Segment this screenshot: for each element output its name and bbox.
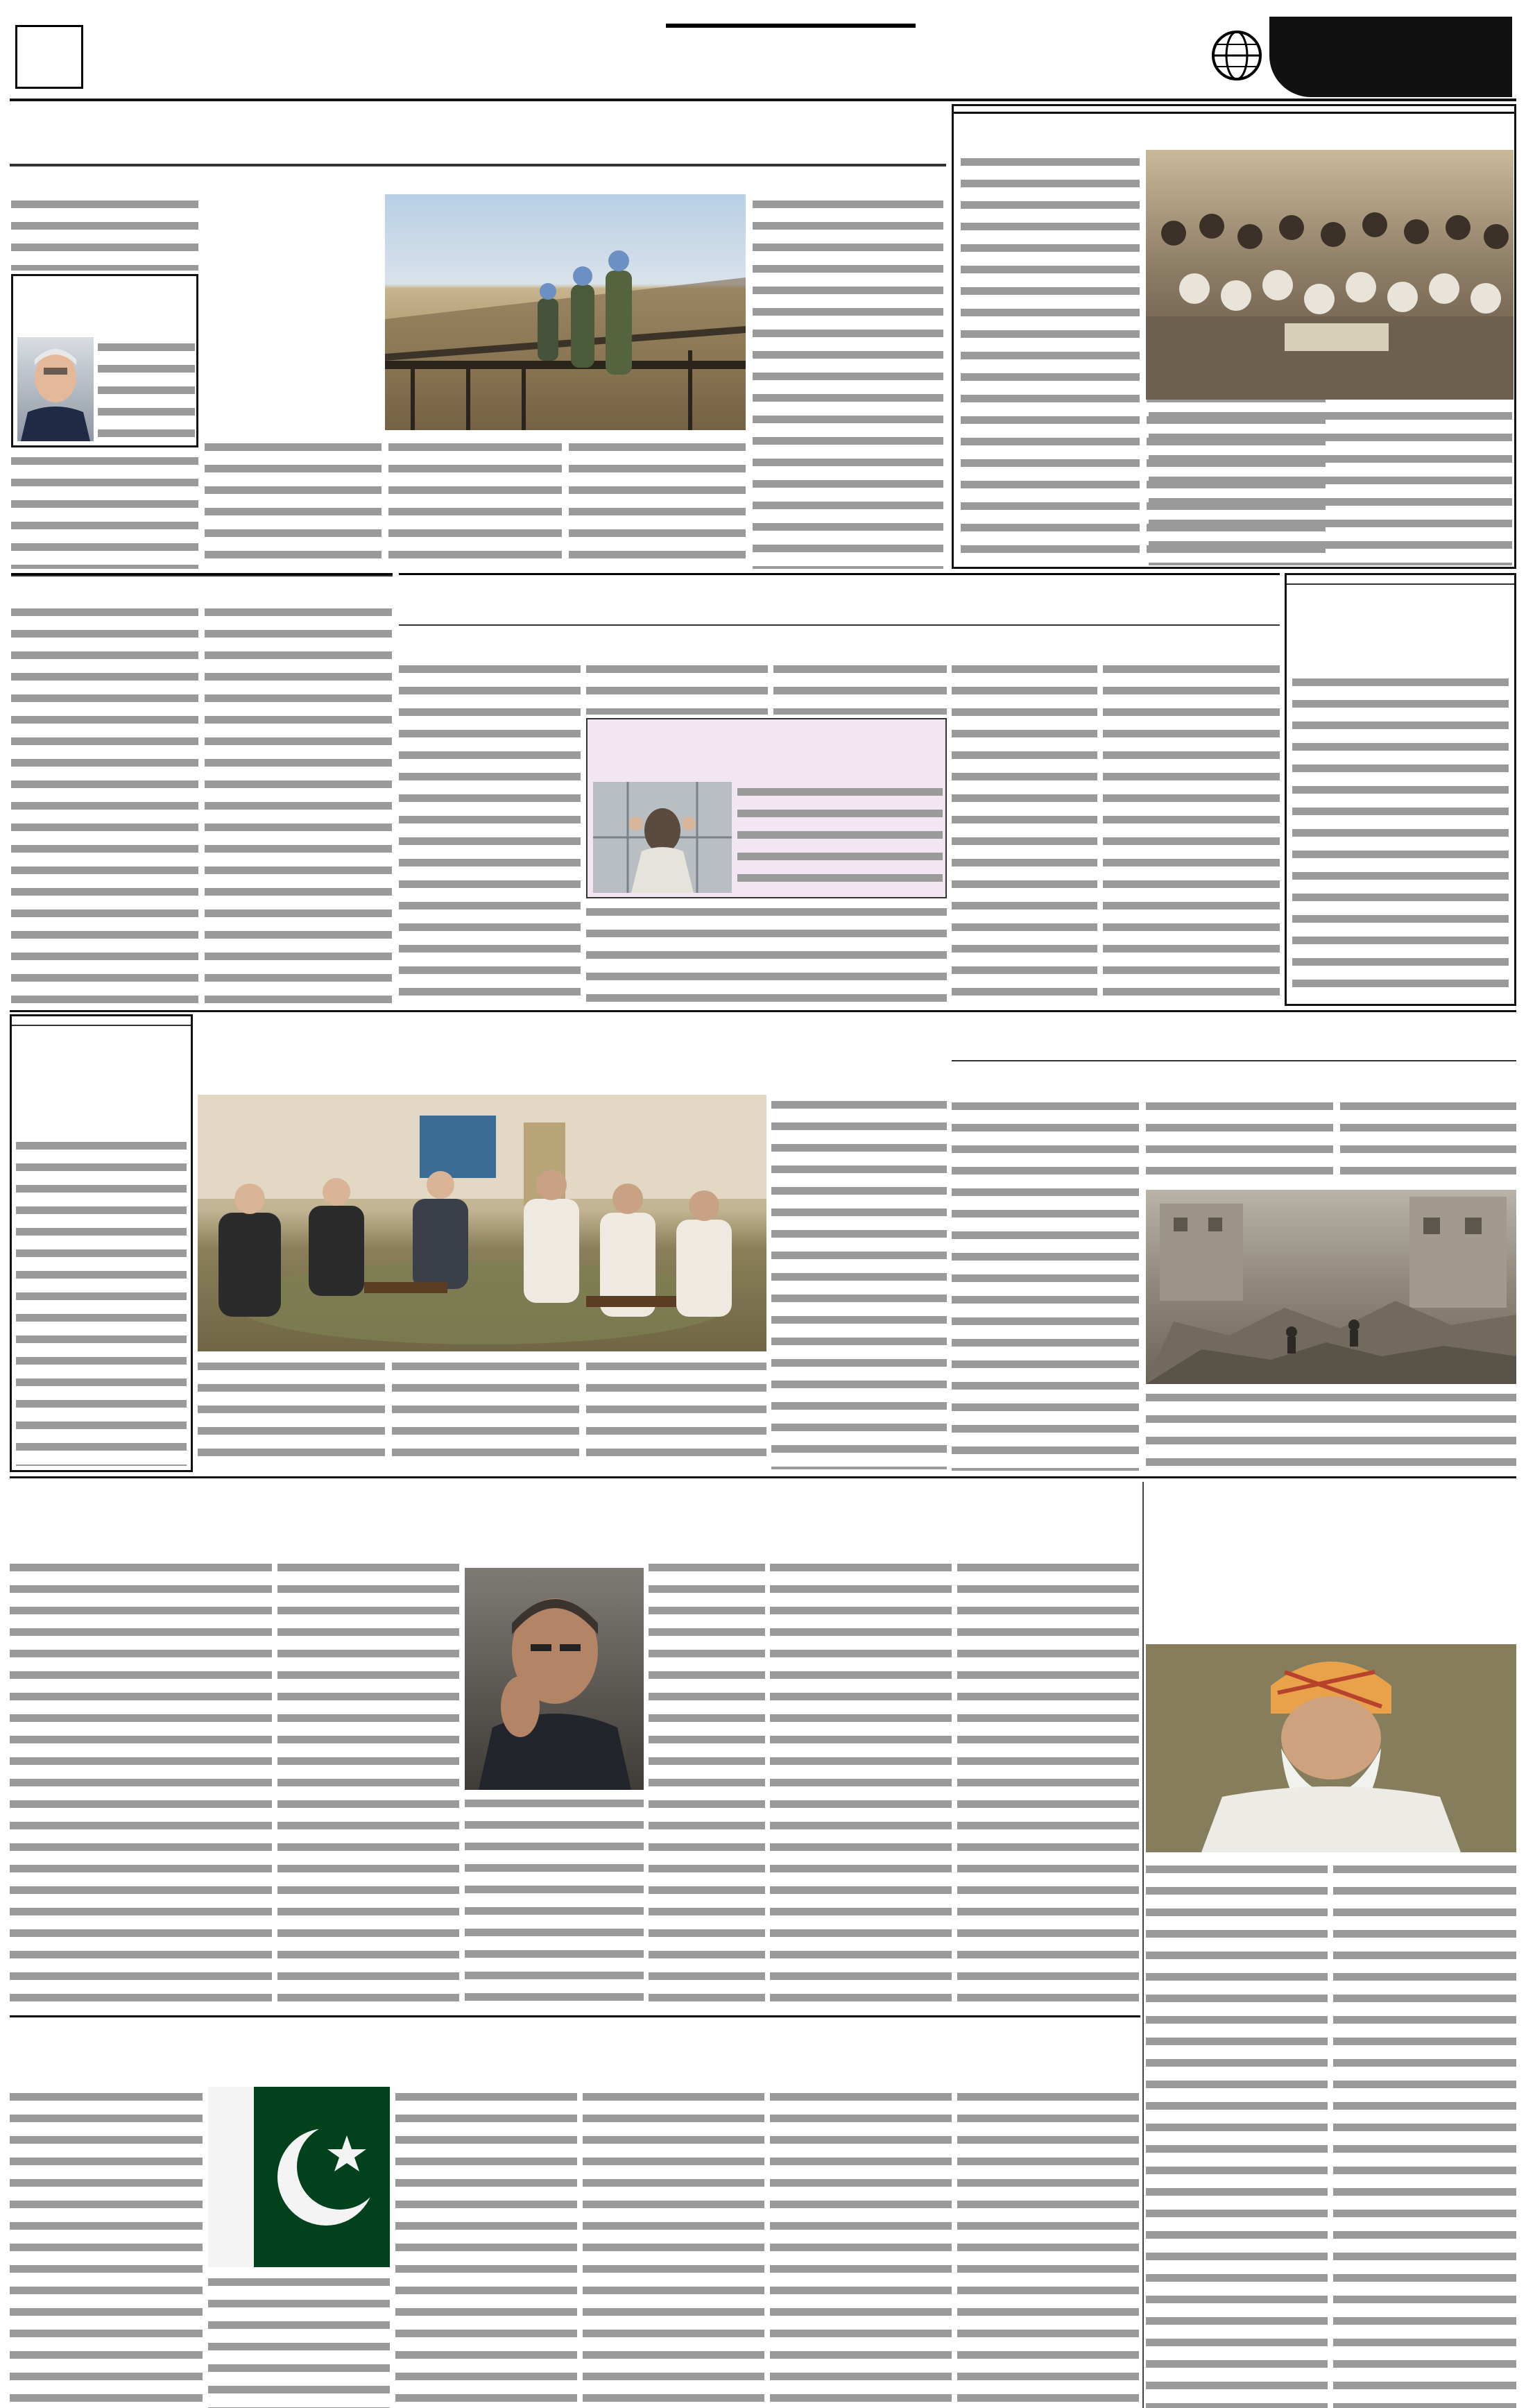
lebanon-col-5 xyxy=(11,194,198,271)
masthead xyxy=(0,0,1526,104)
rule-mid-2 xyxy=(10,1476,1516,1478)
lebanon-col-6 xyxy=(11,451,198,569)
imf-col-2 xyxy=(770,2087,952,2408)
issue-date xyxy=(666,25,916,28)
imran-col-6 xyxy=(10,1557,272,2008)
kamala-heading xyxy=(11,573,393,577)
unicef-col-5 xyxy=(399,659,581,1006)
unicef-col-1 xyxy=(1103,659,1280,1006)
brand-block xyxy=(666,24,916,93)
unicef-subhead xyxy=(399,624,1280,626)
lebanon-photo xyxy=(385,194,746,430)
lebanon-col-1 xyxy=(753,194,943,569)
unicef-box-text-lines xyxy=(737,782,943,893)
alami-logo xyxy=(1269,17,1512,97)
lebanon-col-4 xyxy=(205,437,382,569)
guterres-inset-text xyxy=(98,337,195,441)
britain-headline xyxy=(1287,575,1514,585)
afghanistan-col-2 xyxy=(586,1356,766,1469)
bilawal-story xyxy=(10,1014,193,1472)
afghanistan-col-4 xyxy=(198,1356,385,1469)
gaza-subhead xyxy=(952,1060,1516,1061)
imran-col-2 xyxy=(770,1557,952,2008)
unicef-highlight-box xyxy=(586,718,947,898)
globe-icon xyxy=(1210,29,1263,82)
guterres-inset xyxy=(11,274,198,447)
balochistan-col-4 xyxy=(1149,406,1512,565)
imf-col-1 xyxy=(957,2087,1139,2408)
imf-col-4 xyxy=(395,2087,577,2408)
guterres-photo xyxy=(17,337,94,441)
rule-mid-1 xyxy=(10,1010,1516,1012)
imf-col-3 xyxy=(583,2087,764,2408)
imran-col-4 xyxy=(465,1793,644,2008)
afghanistan-meeting-photo xyxy=(198,1095,766,1351)
afghanistan-col-3 xyxy=(392,1356,579,1469)
unicef-col-6 xyxy=(586,902,947,1006)
imran-col-3 xyxy=(649,1557,765,2008)
fazl-photo xyxy=(1146,1644,1516,1852)
gaza-rubble-photo xyxy=(1146,1190,1516,1384)
unicef-headline xyxy=(399,573,1280,575)
fazl-divider xyxy=(1142,1482,1144,2408)
imf-col-6 xyxy=(10,2087,203,2408)
fazl-col-1 xyxy=(1146,1859,1328,2408)
bilawal-headline xyxy=(12,1016,191,1026)
kamala-col-2 xyxy=(11,602,198,1005)
afghanistan-col-1 xyxy=(771,1095,947,1469)
gaza-col-2 xyxy=(1146,1096,1333,1186)
unicef-col-4 xyxy=(586,659,768,715)
lebanon-subhead xyxy=(10,164,946,166)
unicef-col-3 xyxy=(773,659,947,715)
lebanon-col-3 xyxy=(388,437,562,569)
gaza-col-1 xyxy=(1340,1096,1516,1186)
britain-story xyxy=(1285,573,1516,1006)
britain-col xyxy=(1292,672,1509,998)
balochistan-crowd-photo xyxy=(1146,150,1514,400)
gaza-col-4 xyxy=(1146,1387,1516,1471)
kamala-col-1 xyxy=(205,602,392,1005)
balochistan-headline xyxy=(954,106,1514,114)
pakistan-flag-photo xyxy=(208,2087,390,2267)
imran-col-5 xyxy=(277,1557,459,2008)
masthead-rule xyxy=(10,99,1516,101)
unicef-box-text xyxy=(588,719,945,728)
balochistan-col-3 xyxy=(961,152,1140,561)
imf-col-5 xyxy=(208,2272,390,2408)
fazl-col-2 xyxy=(1333,1859,1516,2408)
unicef-col-2 xyxy=(952,659,1097,1006)
imran-photo xyxy=(465,1568,644,1790)
page-number-box xyxy=(15,25,83,89)
unicef-girl-photo xyxy=(593,782,732,893)
imran-col-1 xyxy=(957,1557,1139,2008)
bilawal-col xyxy=(16,1136,187,1466)
lebanon-col-2 xyxy=(569,437,746,569)
imf-headline xyxy=(10,2015,1140,2017)
gaza-col-3 xyxy=(952,1096,1139,1471)
